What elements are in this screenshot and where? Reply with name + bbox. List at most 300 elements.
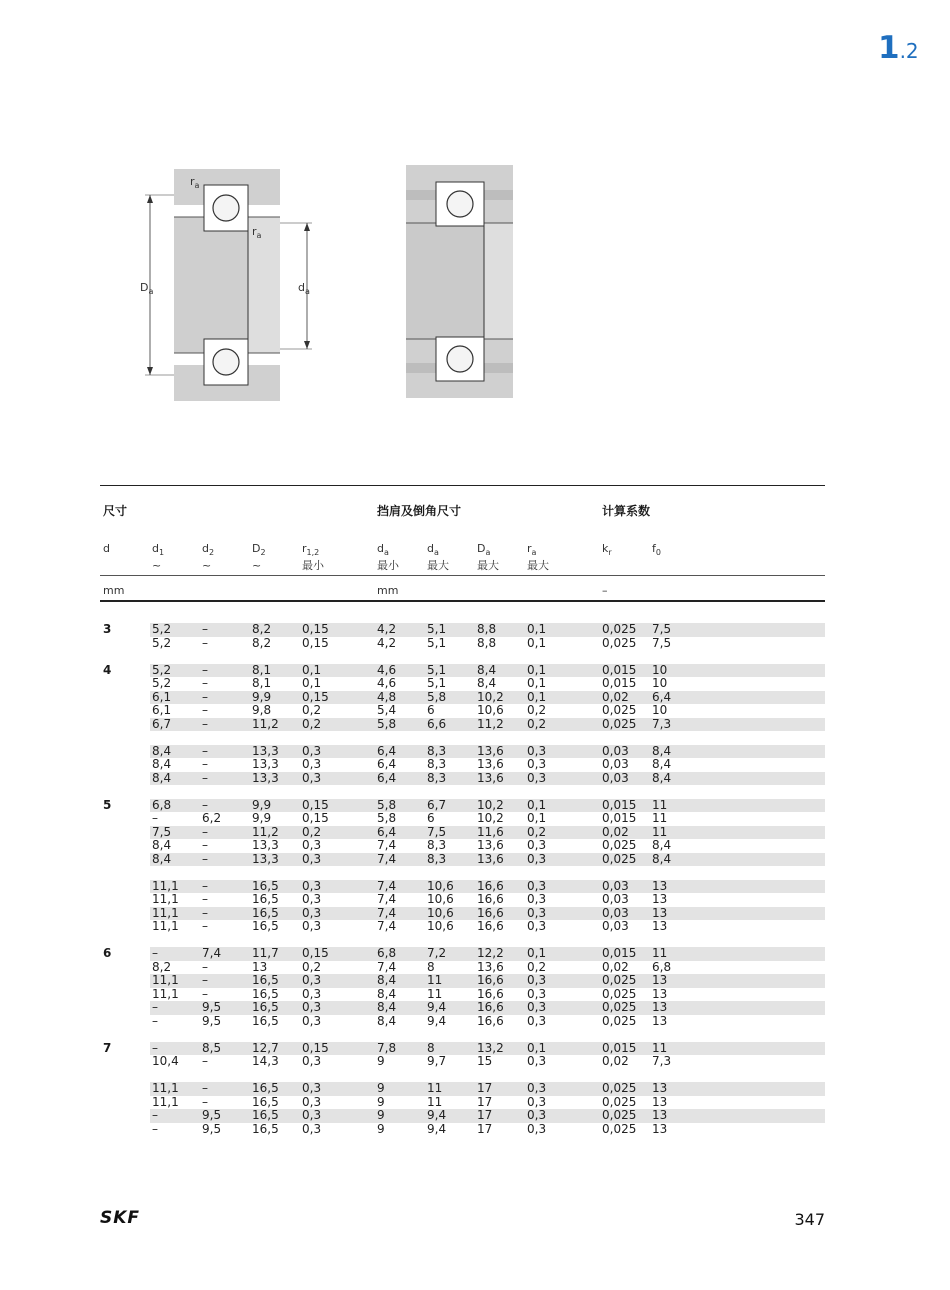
table-cell: 0,3 xyxy=(302,757,322,771)
table-cell: 0,03 xyxy=(602,757,629,771)
table-cell: – xyxy=(202,1054,208,1068)
table-cell: 7,4 xyxy=(377,959,397,974)
table-cell: 13 xyxy=(652,905,668,920)
table-cell: 16,6 xyxy=(477,892,504,906)
table-cell: 11 xyxy=(427,986,443,1001)
table-cell: 0,2 xyxy=(527,824,547,839)
table-cell: 6 xyxy=(427,703,435,717)
bore-diameter: 3 xyxy=(103,622,112,636)
table-cell: 6,4 xyxy=(652,689,672,704)
table-cell: 13 xyxy=(252,959,268,974)
table-cell: – xyxy=(202,622,208,636)
table-cell: 13 xyxy=(652,1121,668,1136)
table-row xyxy=(150,974,825,988)
table-cell: 10,6 xyxy=(427,919,454,933)
table-cell: 9,5 xyxy=(202,1108,222,1122)
table-cell: – xyxy=(152,946,158,960)
column-header-0 xyxy=(103,542,110,555)
column-header-4 xyxy=(302,542,324,572)
table-cell: 13,3 xyxy=(252,770,279,785)
table-cell: – xyxy=(202,959,208,974)
table-cell: 0,3 xyxy=(302,1108,322,1122)
table-cell: 0,3 xyxy=(302,919,322,933)
table-cell: 9,8 xyxy=(252,703,272,717)
column-header-symbol: $f_0$ xyxy=(652,542,661,558)
table-cell: 13,6 xyxy=(477,770,504,785)
table-cell: 13,6 xyxy=(477,851,504,866)
label-ra-inner: $r_a$ xyxy=(252,225,262,240)
table-cell: 5,1 xyxy=(427,622,447,636)
table-cell: 10,4 xyxy=(152,1054,179,1068)
table-cell: 0,1 xyxy=(527,811,547,825)
table-cell: 10 xyxy=(652,703,668,717)
table-cell: 13,6 xyxy=(477,959,504,974)
table-cell: 8,1 xyxy=(252,662,272,677)
column-header-symbol: $D_a$ xyxy=(477,542,491,558)
table-cell: 16,5 xyxy=(252,1000,279,1014)
table-cell: 6,4 xyxy=(377,743,397,758)
table-cell: 0,03 xyxy=(602,919,629,933)
table-cell: 0,025 xyxy=(602,622,637,636)
table-row xyxy=(150,1109,825,1123)
table-cell: – xyxy=(202,892,208,906)
table-cell: 15 xyxy=(477,1054,493,1068)
table-cell: 11,2 xyxy=(252,716,279,731)
table-row xyxy=(150,893,825,907)
table-row xyxy=(150,758,825,772)
table-cell: – xyxy=(152,811,158,825)
table-cell: 0,3 xyxy=(302,1000,322,1014)
table-cell: 16,5 xyxy=(252,905,279,920)
table-cell: 9 xyxy=(377,1108,385,1122)
table-cell: 0,15 xyxy=(302,811,329,825)
table-cell: 8,2 xyxy=(252,622,272,636)
table-cell: 10,6 xyxy=(427,878,454,893)
table-cell: 13 xyxy=(652,1000,668,1014)
table-cell: 9,4 xyxy=(427,1000,447,1014)
table-cell: 0,2 xyxy=(527,703,547,717)
table-cell: – xyxy=(202,851,208,866)
table-cell: 6,2 xyxy=(202,811,222,825)
table-cell: 16,5 xyxy=(252,1121,279,1136)
table-cell: 17 xyxy=(477,1108,493,1122)
column-header-subscript: 1,2 xyxy=(306,548,320,558)
column-header-subscript: 2 xyxy=(208,548,215,558)
table-cell: 0,3 xyxy=(302,1121,322,1136)
table-row xyxy=(150,1055,825,1069)
table-cell: 0,3 xyxy=(527,1054,547,1068)
table-cell: 6,8 xyxy=(152,797,172,812)
table-cell: 16,5 xyxy=(252,986,279,1001)
table-cell: 0,3 xyxy=(302,905,322,920)
table-cell: 5,2 xyxy=(152,622,172,636)
page-number: 347 xyxy=(794,1210,825,1229)
table-cell: 9,4 xyxy=(427,1121,447,1136)
table-cell: 6,8 xyxy=(652,959,672,974)
table-cell: 0,1 xyxy=(527,662,547,677)
table-cell: 8,3 xyxy=(427,743,447,758)
table-cell: 0,2 xyxy=(527,716,547,731)
table-cell: 8,4 xyxy=(377,1000,397,1014)
table-cell: 0,1 xyxy=(527,1040,547,1055)
table-cell: – xyxy=(202,986,208,1001)
table-cell: – xyxy=(202,703,208,717)
column-header-symbol: $d_a$ xyxy=(377,542,389,558)
table-cell: – xyxy=(202,635,208,650)
column-header-symbol: $d_1$ xyxy=(152,542,165,558)
table-cell: 0,3 xyxy=(302,770,322,785)
table-row xyxy=(150,691,825,705)
table-row xyxy=(150,704,825,718)
table-cell: 9 xyxy=(377,1094,385,1109)
table-cell: – xyxy=(152,1040,158,1055)
table-units-rule xyxy=(100,575,825,576)
table-cell: 16,6 xyxy=(477,986,504,1001)
table-cell: 9,9 xyxy=(252,811,272,825)
table-cell: 7,5 xyxy=(652,622,672,636)
table-cell: 8 xyxy=(427,1040,435,1055)
table-cell: – xyxy=(202,878,208,893)
table-cell: 0,15 xyxy=(302,946,329,960)
table-cell: 0,015 xyxy=(602,946,637,960)
column-header-qualifier: 最大 xyxy=(427,559,449,573)
table-cell: 0,15 xyxy=(302,1040,329,1055)
table-cell: 0,3 xyxy=(527,838,547,852)
table-row xyxy=(150,961,825,975)
table-row xyxy=(150,1001,825,1015)
table-cell: 7,5 xyxy=(427,824,447,839)
table-cell: 8,2 xyxy=(252,635,272,650)
table-cell: 4,2 xyxy=(377,635,397,650)
table-cell: 5,1 xyxy=(427,676,447,690)
table-row xyxy=(150,799,825,813)
table-cell: 7,5 xyxy=(152,824,172,839)
table-cell: 7,4 xyxy=(202,946,222,960)
table-cell: 0,3 xyxy=(302,878,322,893)
table-cell: 0,015 xyxy=(602,1040,637,1055)
table-cell: 0,3 xyxy=(527,1108,547,1122)
table-cell: 0,3 xyxy=(302,892,322,906)
table-cell: 4,8 xyxy=(377,689,397,704)
table-cell: 0,2 xyxy=(302,824,322,839)
table-cell: 8,8 xyxy=(477,635,497,650)
table-cell: 0,2 xyxy=(302,703,322,717)
table-cell: 16,5 xyxy=(252,1094,279,1109)
table-cell: 13,3 xyxy=(252,851,279,866)
table-row xyxy=(150,880,825,894)
table-cell: 17 xyxy=(477,1121,493,1136)
table-cell: 5,4 xyxy=(377,703,397,717)
table-cell: – xyxy=(202,797,208,812)
table-cell: 7,8 xyxy=(377,1040,397,1055)
table-row xyxy=(150,677,825,691)
column-header-subscript: a xyxy=(531,548,537,558)
table-cell: 0,15 xyxy=(302,797,329,812)
table-cell: 7,4 xyxy=(377,905,397,920)
table-cell: 8,3 xyxy=(427,770,447,785)
table-cell: 17 xyxy=(477,1094,493,1109)
table-cell: 10,6 xyxy=(427,905,454,920)
column-header-2 xyxy=(202,542,214,572)
table-cell: 0,3 xyxy=(527,986,547,1001)
column-header-subscript: 1 xyxy=(158,548,165,558)
table-cell: 8,4 xyxy=(152,757,172,771)
table-cell: – xyxy=(202,973,208,987)
table-cell: 8,4 xyxy=(652,770,672,785)
column-header-symbol: $k_r$ xyxy=(602,542,612,558)
column-header-symbol: $d_a$ xyxy=(427,542,439,558)
column-header-qualifier: ~ xyxy=(252,559,262,573)
table-cell: 7,4 xyxy=(377,851,397,866)
table-cell: 0,3 xyxy=(527,743,547,758)
column-header-10 xyxy=(652,542,661,559)
table-cell: 12,7 xyxy=(252,1040,279,1055)
table-cell: 8,4 xyxy=(477,662,497,677)
table-cell: 10,2 xyxy=(477,689,504,704)
table-cell: 11 xyxy=(652,946,668,960)
column-header-1 xyxy=(152,542,164,572)
table-cell: 16,5 xyxy=(252,1081,279,1095)
table-cell: 8,3 xyxy=(427,757,447,771)
table-cell: – xyxy=(202,757,208,771)
table-cell: 8 xyxy=(427,959,435,974)
table-cell: 7,4 xyxy=(377,892,397,906)
table-cell: 7,3 xyxy=(652,1054,672,1068)
table-row xyxy=(150,812,825,826)
table-cell: – xyxy=(152,1108,158,1122)
table-cell: 6 xyxy=(427,811,435,825)
table-cell: 0,025 xyxy=(602,986,637,1001)
table-cell: 13,6 xyxy=(477,757,504,771)
table-cell: 13,3 xyxy=(252,838,279,852)
table-cell: 11,1 xyxy=(152,905,179,920)
table-row xyxy=(150,1015,825,1029)
table-cell: 5,1 xyxy=(427,635,447,650)
table-cell: 0,3 xyxy=(527,1081,547,1095)
table-cell: 5,2 xyxy=(152,635,172,650)
table-cell: 6,8 xyxy=(377,946,397,960)
table-cell: 4,6 xyxy=(377,676,397,690)
table-row xyxy=(150,623,825,637)
table-cell: 8,4 xyxy=(377,1013,397,1028)
table-cell: 0,3 xyxy=(527,757,547,771)
table-cell: 11 xyxy=(652,824,668,839)
table-cell: 9,5 xyxy=(202,1121,222,1136)
table-cell: 0,02 xyxy=(602,824,629,839)
table-cell: 16,5 xyxy=(252,1108,279,1122)
table-cell: 8,4 xyxy=(152,770,172,785)
table-cell: 9,5 xyxy=(202,1013,222,1028)
bore-diameter: 4 xyxy=(103,662,112,677)
table-cell: 0,025 xyxy=(602,1121,637,1136)
table-cell: – xyxy=(152,1013,158,1028)
table-row xyxy=(150,1123,825,1137)
table-row xyxy=(150,1096,825,1110)
table-cell: 0,3 xyxy=(302,743,322,758)
table-cell: 8,3 xyxy=(427,851,447,866)
table-cell: 0,3 xyxy=(302,838,322,852)
table-cell: 9 xyxy=(377,1054,385,1068)
table-cell: 0,025 xyxy=(602,1081,637,1095)
table-cell: 11 xyxy=(652,811,668,825)
table-cell: 0,015 xyxy=(602,676,637,690)
table-cell: 6,1 xyxy=(152,689,172,704)
table-cell: 11,1 xyxy=(152,892,179,906)
table-cell: 11 xyxy=(427,1094,443,1109)
skf-logo: SKF xyxy=(100,1208,141,1228)
table-cell: 8,4 xyxy=(377,986,397,1001)
table-cell: 5,8 xyxy=(377,716,397,731)
table-cell: 0,3 xyxy=(527,973,547,987)
table-cell: 0,025 xyxy=(602,703,637,717)
column-header-8 xyxy=(527,542,549,572)
table-cell: 14,3 xyxy=(252,1054,279,1068)
table-cell: 0,2 xyxy=(302,716,322,731)
column-header-qualifier: 最小 xyxy=(302,559,324,573)
table-cell: 9,7 xyxy=(427,1054,447,1068)
table-cell: 0,025 xyxy=(602,1108,637,1122)
table-cell: 13 xyxy=(652,1081,668,1095)
column-header-symbol: d xyxy=(103,542,110,555)
table-cell: 0,1 xyxy=(527,622,547,636)
table-cell: 7,4 xyxy=(377,919,397,933)
column-header-3 xyxy=(252,542,266,572)
table-cell: 0,02 xyxy=(602,959,629,974)
table-cell: 6,7 xyxy=(152,716,172,731)
table-cell: 0,03 xyxy=(602,905,629,920)
bore-diameter: 7 xyxy=(103,1040,112,1055)
table-cell: 16,6 xyxy=(477,878,504,893)
table-cell: 7,2 xyxy=(427,946,447,960)
table-cell: – xyxy=(202,919,208,933)
table-cell: 0,1 xyxy=(527,946,547,960)
table-cell: 0,3 xyxy=(527,1000,547,1014)
table-cell: 0,1 xyxy=(527,797,547,812)
table-cell: 11 xyxy=(652,1040,668,1055)
table-cell: 16,5 xyxy=(252,878,279,893)
table-cell: 11 xyxy=(427,973,443,987)
column-header-5 xyxy=(377,542,399,572)
mounted-bearing-drawing xyxy=(406,165,514,400)
table-cell: 11,1 xyxy=(152,986,179,1001)
section-major: 1 xyxy=(878,30,900,66)
table-cell: 0,1 xyxy=(527,676,547,690)
table-cell: – xyxy=(152,1121,158,1136)
header-abutment: 挡肩及倒角尺寸 xyxy=(377,504,462,518)
table-cell: 11,2 xyxy=(477,716,504,731)
table-cell: 0,025 xyxy=(602,716,637,731)
label-ra-top: $r_a$ xyxy=(190,175,200,190)
table-cell: 13 xyxy=(652,973,668,987)
table-cell: 5,8 xyxy=(377,811,397,825)
column-header-7 xyxy=(477,542,499,572)
table-cell: 16,5 xyxy=(252,919,279,933)
column-header-subscript: a xyxy=(433,548,439,558)
table-cell: 0,025 xyxy=(602,1013,637,1028)
table-cell: 0,02 xyxy=(602,689,629,704)
table-row xyxy=(150,637,825,651)
table-row xyxy=(150,907,825,921)
table-cell: 0,025 xyxy=(602,851,637,866)
table-cell: 5,2 xyxy=(152,676,172,690)
table-cell: – xyxy=(202,824,208,839)
table-cell: – xyxy=(202,905,208,920)
header-size: 尺寸 xyxy=(103,504,128,518)
table-cell: 8,4 xyxy=(477,676,497,690)
table-top-rule xyxy=(100,485,825,486)
table-cell: 0,015 xyxy=(602,662,637,677)
table-cell: 6,4 xyxy=(377,770,397,785)
table-cell: 13 xyxy=(652,986,668,1001)
table-cell: 17 xyxy=(477,1081,493,1095)
table-cell: 13,3 xyxy=(252,743,279,758)
table-cell: 0,3 xyxy=(302,1081,322,1095)
table-cell: 12,2 xyxy=(477,946,504,960)
table-cell: 13,3 xyxy=(252,757,279,771)
table-cell: – xyxy=(152,1000,158,1014)
table-cell: 11,7 xyxy=(252,946,279,960)
table-cell: 0,3 xyxy=(527,851,547,866)
table-cell: 8,2 xyxy=(152,959,172,974)
table-cell: 8,3 xyxy=(427,838,447,852)
table-cell: 11,2 xyxy=(252,824,279,839)
table-cell: 9,4 xyxy=(427,1013,447,1028)
table-cell: 8,8 xyxy=(477,622,497,636)
table-cell: 0,3 xyxy=(302,1094,322,1109)
table-row xyxy=(150,920,825,934)
table-cell: 11 xyxy=(652,797,668,812)
table-cell: 0,03 xyxy=(602,743,629,758)
table-cell: 0,03 xyxy=(602,892,629,906)
bore-diameter: 5 xyxy=(103,797,112,812)
table-row xyxy=(150,853,825,867)
table-cell: 13,6 xyxy=(477,743,504,758)
table-row xyxy=(150,664,825,678)
table-cell: 4,2 xyxy=(377,622,397,636)
table-cell: – xyxy=(202,770,208,785)
table-cell: 0,025 xyxy=(602,838,637,852)
table-cell: – xyxy=(202,662,208,677)
table-cell: 11,1 xyxy=(152,919,179,933)
table-row xyxy=(150,1082,825,1096)
table-row xyxy=(150,718,825,732)
table-cell: 0,3 xyxy=(302,1013,322,1028)
table-row xyxy=(150,839,825,853)
table-cell: 0,03 xyxy=(602,878,629,893)
table-cell: 8,4 xyxy=(152,838,172,852)
table-cell: 9,9 xyxy=(252,689,272,704)
table-cell: 0,15 xyxy=(302,635,329,650)
table-cell: 0,1 xyxy=(527,689,547,704)
table-cell: 16,6 xyxy=(477,973,504,987)
table-cell: 0,2 xyxy=(302,959,322,974)
table-cell: 16,6 xyxy=(477,905,504,920)
column-header-qualifier: 最小 xyxy=(377,559,399,573)
table-cell: – xyxy=(202,1081,208,1095)
table-cell: – xyxy=(202,716,208,731)
table-row xyxy=(150,1042,825,1056)
table-cell: 11,1 xyxy=(152,1081,179,1095)
table-cell: 6,7 xyxy=(427,797,447,812)
table-cell: 0,3 xyxy=(302,986,322,1001)
table-cell: 6,4 xyxy=(377,757,397,771)
table-cell: – xyxy=(202,676,208,690)
table-cell: 16,6 xyxy=(477,1013,504,1028)
table-cell: 13 xyxy=(652,878,668,893)
column-header-qualifier: 最大 xyxy=(527,559,549,573)
table-cell: 0,15 xyxy=(302,622,329,636)
table-cell: 9 xyxy=(377,1121,385,1136)
